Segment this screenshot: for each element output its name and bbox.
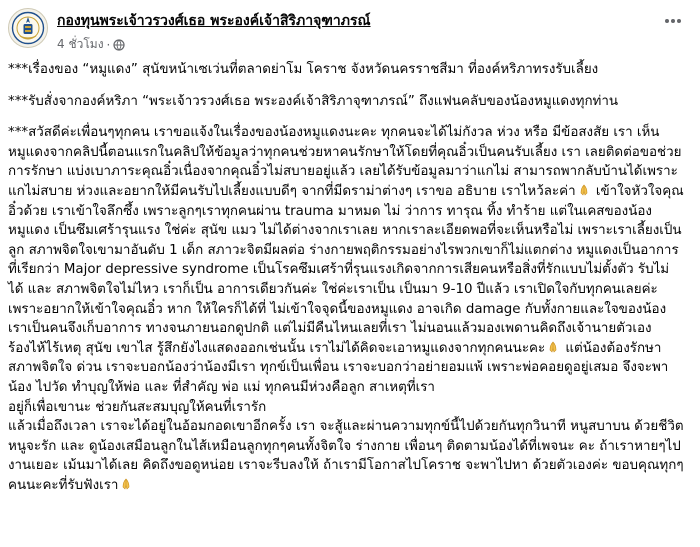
- post-paragraph-4: อยู่ก็เพื่อเขานะ ช่วยกันสะสมบุญให้คนที่เรารัก: [8, 399, 267, 415]
- post-paragraph-1: ***เรื่องของ “หมูแดง” สุนัขหน้าเซเว่นที่ตลาดย่าโม โคราช จังหวัดนครราชสีมา ที่องค์หริภาทรงรับเลี้ยง: [8, 62, 599, 77]
- post-text-segment: ***สวัสดีค่ะเพื่อนๆทุกคน เราขอแจ้งในเรื่องของน้องหมูแดงนะคะ ทุกคนจะได้ไม่กังวล ห่วง หรือ มีข้อสงสัย เรา เห็นหมูแดงจากคลิปนี้ตอนแรกในคลิปให้ข้อมูลว่าทุกคนช่วยหาคนรักษาให้โดยที่คุณอิ๋วเป็นคนรับเลี้ยง เรา เลยติดต่อขอช่วยการรักษา แบ่งเบาภาระคุณอิ๋วเนื่องจากคุณอิ๋วไม่สบายอยู่แล้ว เลยได้รับข้อมูลมาว่าแกไม่ สามารถพากลับบ้านได้เพราะแกไม่สบาย ห่วงและอยากให้มีคนรับไปเลี้ยงแบบดีๆ จากที่มีดราม่าต่างๆ เราขอ อธิบาย เราไหว้ละค่า: [8, 125, 682, 199]
- praying-hands-icon: [578, 184, 590, 196]
- post-meta: [57, 8, 371, 54]
- post-time-row: [57, 35, 371, 54]
- post-text-segment: แต่น้องต้องรักษาสภาพจิตใจ ด่วน เราจะบอกน้องว่าน้องมีเรา ทุกข์เป็นเพื่อน เราจะบอกว่าอย่ายอมแพ้ เพราะพ่อคอยดูอยู่เสมอ จึงจะพาน้อง ไปวัด ทำบุญให้พ่อ และ ที่สำคัญ พ่อ แม่ ทุกคนมีห่วงคือลูก สาเหตุที่เรา: [8, 340, 669, 395]
- page-name-link[interactable]: กองทุนพระเจ้าวรวงศ์เธอ พระองค์เจ้าสิริภาจุฑาภรณ์: [57, 13, 371, 29]
- praying-hands-icon: [547, 341, 559, 353]
- post-text-segment: เข้าใจหัวใจคุณอิ๋วด้วย เราเข้าใจลึกซึ้ง เพราะลูกๆเราทุกคนผ่าน trauma มาหมด ไม่ ว่าการ ทารุณ ทิ้ง ทำร้าย แต่ในเคสของน้องหมูแดง เป็นซึมเศร้ารุนแรง ใช่ค่ะ สุนัข แมว ไม่ได้ต่างจากเราเลย หากเราละเอียดพอที่จะเห็นหรือไม่ เพราะเราเลี้ยงเป็นลูก สภาพจิตใจเขามาอันดับ 1 เด็ก สภาวะจิตมีผลต่อ ร่างกายพฤติกรรมอย่างไรพวกเขาก็ไม่แตกต่าง หมูแดงเป็นอาการที่เรียกว่า Major depressive syndrome เป็นโรคซึมเศร้าที่รุนแรงเกิดจากการเสียคนหรือสิ่งที่รักแบบไม่ตั้งตัว รับไม่ได้ และ สภาพจิตใจไม่ไหว เราก็เป็น อาการเดียวกันค่ะ ใช่ค่ะเราเป็น เป็นมา 9-10 ปีแล้ว เราเปิดใจกับทุกคนเลยค่ะ เพราะอยากให้เข้าใจคุณอิ๋ว หาก ให้ใครก็ได้ที่ ไม่เข้าใจจุดนี้ของหมูแดง อาจเกิด damage กับทั้งกายและใจของน้อง เราเป็นคนจึงเก็บอาการ ทางจนภายนอกดูปกติ แต่ไม่มีคืนไหนเลยที่เรา ไม่นอนแล้วมองเพดานคิดถึงเจ้านายตัวเอง ร้องไห้ไร้เหตุ สุนัข เขาไส รู้สึกยังไงแสดงออกเช่นนั้น เราไม่ได้คิดจะเอาหมูแดงจากทุกคนนะคะ: [8, 183, 684, 356]
- post-paragraph-5: [8, 417, 684, 495]
- royal-emblem-icon: [11, 11, 45, 45]
- post-paragraph-2: ***รับสั่งจากองค์หริภา “พระเจ้าวรวงศ์เธอ พระองค์เจ้าสิริภาจุฑาภรณ์” ถึงแฟนคลับของน้องหมูแดงทุกท่าน: [8, 93, 619, 109]
- post-text-segment: แล้วเมื่อถึงเวลา เราจะได้อยู่ในอ้อมกอดเขาอีกครั้ง เรา จะสู้และผ่านความทุกข์นี้ไปด้วยกันทุกวินาที หนูสบาบน ด้วยชีวิตหนูจะรัก และ ดูน้องเสมือนลูกในไส้เหมือนลูกทุกๆคนทั้งจิตใจ ร่างกาย เพื่อนๆ ติดตามน้องได้ที่เพจนะ คะ ถ้าเราหายๆไปงานเยอะ เม้นมาได้เลย คิดถึงขอดูหน่อย เราจะรีบลงให้ ถ้าเรามีโอกาสไปโคราช จะพาไปหา ด้วยตัวเองค่ะ ขอบคุณทุกๆคนนะคะที่รับฟังเรา: [8, 419, 684, 493]
- ellipsis-icon: [664, 18, 682, 24]
- post-header: [8, 8, 686, 60]
- more-options-icon[interactable]: [664, 14, 682, 24]
- separator-dot: ·: [106, 37, 111, 52]
- praying-hands-icon: [120, 478, 132, 490]
- page-avatar[interactable]: [8, 8, 48, 48]
- globe-icon[interactable]: [113, 39, 125, 51]
- post-paragraph-3: [8, 123, 684, 397]
- post-body: [8, 60, 686, 495]
- post-timestamp[interactable]: 4 ชั่วโมง: [57, 37, 104, 51]
